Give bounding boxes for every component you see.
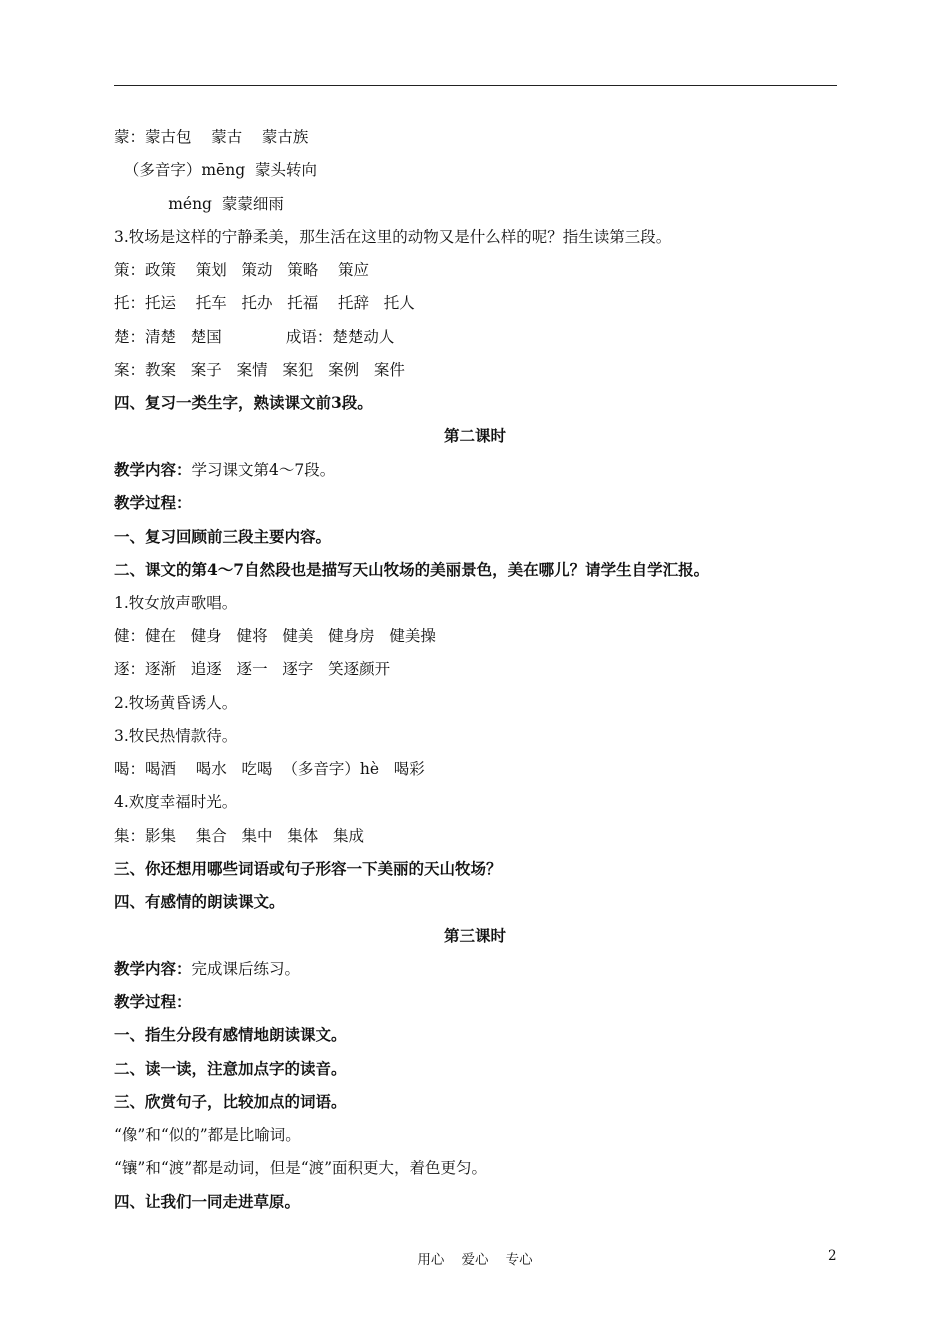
lesson-title: 第二课时 bbox=[443, 426, 506, 445]
page-number: 2 bbox=[828, 1248, 837, 1264]
label-value: 学习课文第4～7段。 bbox=[191, 461, 336, 479]
text-line: 逐：逐渐 追逐 逐一 逐字 笑逐颜开 bbox=[114, 660, 391, 678]
label: 教学内容： bbox=[114, 460, 192, 479]
section-heading: 三、欣赏句子，比较加点的词语。 bbox=[114, 1092, 347, 1111]
text-line: 3.牧场是这样的宁静柔美，那生活在这里的动物又是什么样的呢？指生读第三段。 bbox=[114, 228, 672, 246]
text-line: 集：影集 集合 集中 集体 集成 bbox=[114, 827, 365, 845]
section-heading: 一、复习回顾前三段主要内容。 bbox=[114, 527, 332, 546]
text-line: 喝：喝酒 喝水 吃喝 （多音字）hè 喝彩 bbox=[114, 760, 425, 778]
section-heading: 四、复习一类生字，熟读课文前3段。 bbox=[114, 393, 373, 412]
section-heading: 四、有感情的朗读课文。 bbox=[114, 892, 285, 911]
text-line: méng 蒙蒙细雨 bbox=[114, 195, 284, 213]
text-line bbox=[114, 959, 854, 979]
text-line: 楚：清楚 楚国 成语：楚楚动人 bbox=[114, 328, 395, 346]
section-heading: 一、指生分段有感情地朗读课文。 bbox=[114, 1025, 347, 1044]
text-line bbox=[114, 460, 854, 480]
text-line: 案：教案 案子 案情 案犯 案例 案件 bbox=[114, 361, 405, 379]
header-rule bbox=[114, 85, 837, 86]
label-value: 完成课后练习。 bbox=[191, 960, 301, 978]
section-heading: 二、读一读，注意加点字的读音。 bbox=[114, 1059, 347, 1078]
text-line: 4.欢度幸福时光。 bbox=[114, 793, 238, 811]
section-heading: 三、你还想用哪些词语或句子形容一下美丽的天山牧场？ bbox=[114, 859, 502, 878]
section-heading: 四、让我们一同走进草原。 bbox=[114, 1192, 301, 1211]
page-footer: 用心 爱心 专心 bbox=[417, 1252, 533, 1268]
section-label: 教学过程： bbox=[114, 493, 192, 512]
text-line: 3.牧民热情款待。 bbox=[114, 727, 238, 745]
section-heading: 二、课文的第4～7自然段也是描写天山牧场的美丽景色，美在哪儿？请学生自学汇报。 bbox=[114, 560, 710, 579]
text-line: “镶”和“渡”都是动词，但是“渡”面积更大，着色更匀。 bbox=[114, 1159, 488, 1177]
label: 教学内容： bbox=[114, 959, 192, 978]
text-line: “像”和“似的”都是比喻词。 bbox=[114, 1126, 301, 1144]
text-line: 托：托运 托车 托办 托福 托辞 托人 bbox=[114, 294, 415, 312]
text-line: （多音字）mēng 蒙头转向 bbox=[114, 161, 317, 179]
text-line: 1.牧女放声歌唱。 bbox=[114, 594, 238, 612]
section-label: 教学过程： bbox=[114, 992, 192, 1011]
text-line: 2.牧场黄昏诱人。 bbox=[114, 694, 238, 712]
text-line: 蒙：蒙古包 蒙古 蒙古族 bbox=[114, 128, 309, 146]
text-line: 策：政策 策划 策动 策略 策应 bbox=[114, 261, 369, 279]
text-line: 健：健在 健身 健将 健美 健身房 健美操 bbox=[114, 627, 436, 645]
lesson-title: 第三课时 bbox=[443, 926, 506, 945]
